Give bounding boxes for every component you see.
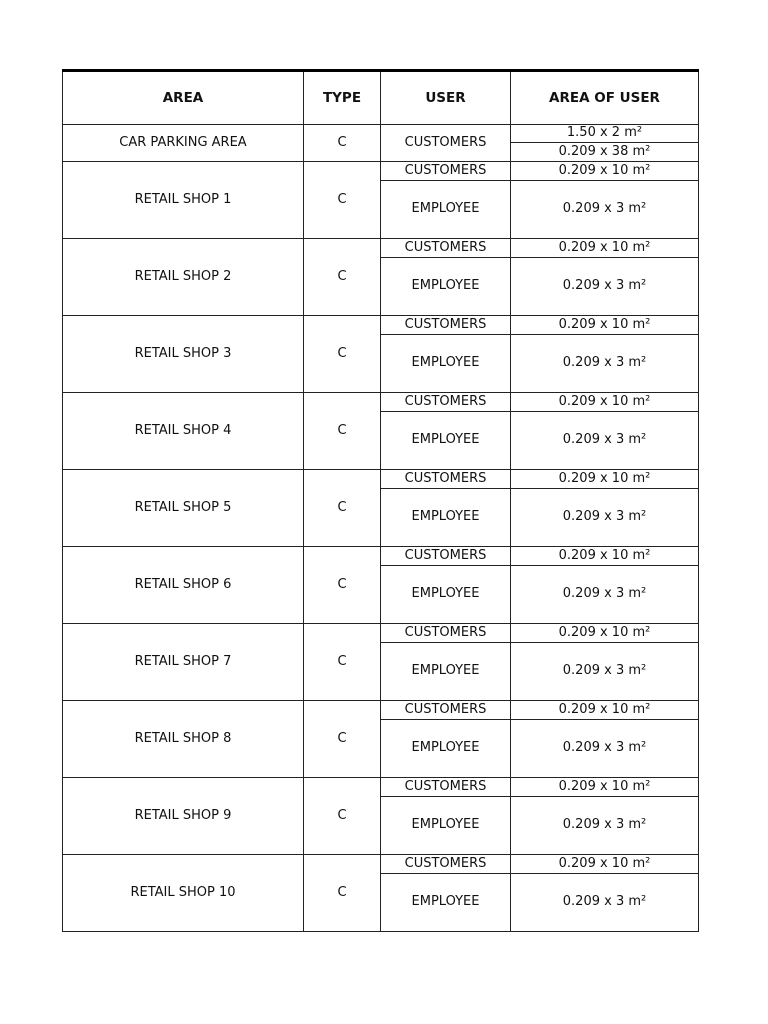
- cell-employee-user: EMPLOYEE: [381, 258, 511, 316]
- cell-shop-area: RETAIL SHOP 8: [63, 701, 304, 778]
- cell-customer-user: CUSTOMERS: [381, 778, 511, 797]
- cell-customer-area: 0.209 x 10 m²: [511, 701, 699, 720]
- cell-customer-area: 0.209 x 10 m²: [511, 162, 699, 181]
- cell-shop-type: C: [304, 162, 381, 239]
- cell-employee-area: 0.209 x 3 m²: [511, 181, 699, 239]
- cell-shop-area: RETAIL SHOP 2: [63, 239, 304, 316]
- table-row: [63, 162, 699, 181]
- cell-customer-area: 0.209 x 10 m²: [511, 316, 699, 335]
- cell-shop-type: C: [304, 855, 381, 932]
- cell-employee-user: EMPLOYEE: [381, 412, 511, 470]
- cell-parking-type: C: [304, 125, 381, 162]
- cell-employee-area: 0.209 x 3 m²: [511, 874, 699, 932]
- cell-employee-user: EMPLOYEE: [381, 797, 511, 855]
- header-type: TYPE: [304, 71, 381, 125]
- cell-customer-user: CUSTOMERS: [381, 701, 511, 720]
- cell-shop-type: C: [304, 316, 381, 393]
- cell-customer-area: 0.209 x 10 m²: [511, 393, 699, 412]
- cell-parking-user: CUSTOMERS: [381, 125, 511, 162]
- cell-employee-area: 0.209 x 3 m²: [511, 489, 699, 547]
- cell-customer-user: CUSTOMERS: [381, 624, 511, 643]
- cell-employee-user: EMPLOYEE: [381, 874, 511, 932]
- table-row: [63, 239, 699, 258]
- cell-employee-area: 0.209 x 3 m²: [511, 797, 699, 855]
- cell-shop-type: C: [304, 547, 381, 624]
- cell-employee-user: EMPLOYEE: [381, 720, 511, 778]
- cell-shop-type: C: [304, 393, 381, 470]
- cell-shop-area: RETAIL SHOP 9: [63, 778, 304, 855]
- cell-customer-user: CUSTOMERS: [381, 239, 511, 258]
- cell-shop-type: C: [304, 470, 381, 547]
- cell-customer-user: CUSTOMERS: [381, 470, 511, 489]
- table-header-row: [63, 71, 699, 125]
- cell-customer-user: CUSTOMERS: [381, 547, 511, 566]
- cell-employee-area: 0.209 x 3 m²: [511, 258, 699, 316]
- cell-shop-area: RETAIL SHOP 1: [63, 162, 304, 239]
- cell-shop-area: RETAIL SHOP 4: [63, 393, 304, 470]
- table-row: [63, 470, 699, 489]
- cell-employee-user: EMPLOYEE: [381, 181, 511, 239]
- cell-employee-area: 0.209 x 3 m²: [511, 412, 699, 470]
- table-row: [63, 624, 699, 643]
- cell-shop-area: RETAIL SHOP 6: [63, 547, 304, 624]
- cell-customer-area: 0.209 x 10 m²: [511, 470, 699, 489]
- header-user: USER: [381, 71, 511, 125]
- cell-employee-user: EMPLOYEE: [381, 566, 511, 624]
- cell-parking-area-of-user-1: 1.50 x 2 m²: [511, 125, 699, 143]
- cell-customer-user: CUSTOMERS: [381, 855, 511, 874]
- cell-employee-area: 0.209 x 3 m²: [511, 566, 699, 624]
- cell-customer-area: 0.209 x 10 m²: [511, 855, 699, 874]
- cell-customer-user: CUSTOMERS: [381, 393, 511, 412]
- table-row: [63, 778, 699, 797]
- cell-shop-type: C: [304, 624, 381, 701]
- area-user-table: [62, 69, 699, 932]
- cell-shop-area: RETAIL SHOP 5: [63, 470, 304, 547]
- table-row-parking: [63, 125, 699, 143]
- cell-employee-user: EMPLOYEE: [381, 643, 511, 701]
- table-row: [63, 855, 699, 874]
- cell-employee-user: EMPLOYEE: [381, 335, 511, 393]
- cell-customer-area: 0.209 x 10 m²: [511, 624, 699, 643]
- cell-shop-type: C: [304, 239, 381, 316]
- cell-employee-area: 0.209 x 3 m²: [511, 720, 699, 778]
- table-row: [63, 701, 699, 720]
- cell-shop-area: RETAIL SHOP 10: [63, 855, 304, 932]
- cell-employee-area: 0.209 x 3 m²: [511, 643, 699, 701]
- cell-shop-area: RETAIL SHOP 7: [63, 624, 304, 701]
- cell-employee-area: 0.209 x 3 m²: [511, 335, 699, 393]
- header-area: AREA: [63, 71, 304, 125]
- cell-customer-user: CUSTOMERS: [381, 316, 511, 335]
- table-row: [63, 316, 699, 335]
- cell-customer-area: 0.209 x 10 m²: [511, 547, 699, 566]
- table-row: [63, 547, 699, 566]
- cell-customer-area: 0.209 x 10 m²: [511, 239, 699, 258]
- cell-customer-user: CUSTOMERS: [381, 162, 511, 181]
- cell-parking-area-of-user-2: 0.209 x 38 m²: [511, 143, 699, 162]
- header-area-of-user: AREA OF USER: [511, 71, 699, 125]
- cell-shop-area: RETAIL SHOP 3: [63, 316, 304, 393]
- cell-shop-type: C: [304, 778, 381, 855]
- cell-employee-user: EMPLOYEE: [381, 489, 511, 547]
- cell-customer-area: 0.209 x 10 m²: [511, 778, 699, 797]
- table-row: [63, 393, 699, 412]
- cell-parking-area: CAR PARKING AREA: [63, 125, 304, 162]
- cell-shop-type: C: [304, 701, 381, 778]
